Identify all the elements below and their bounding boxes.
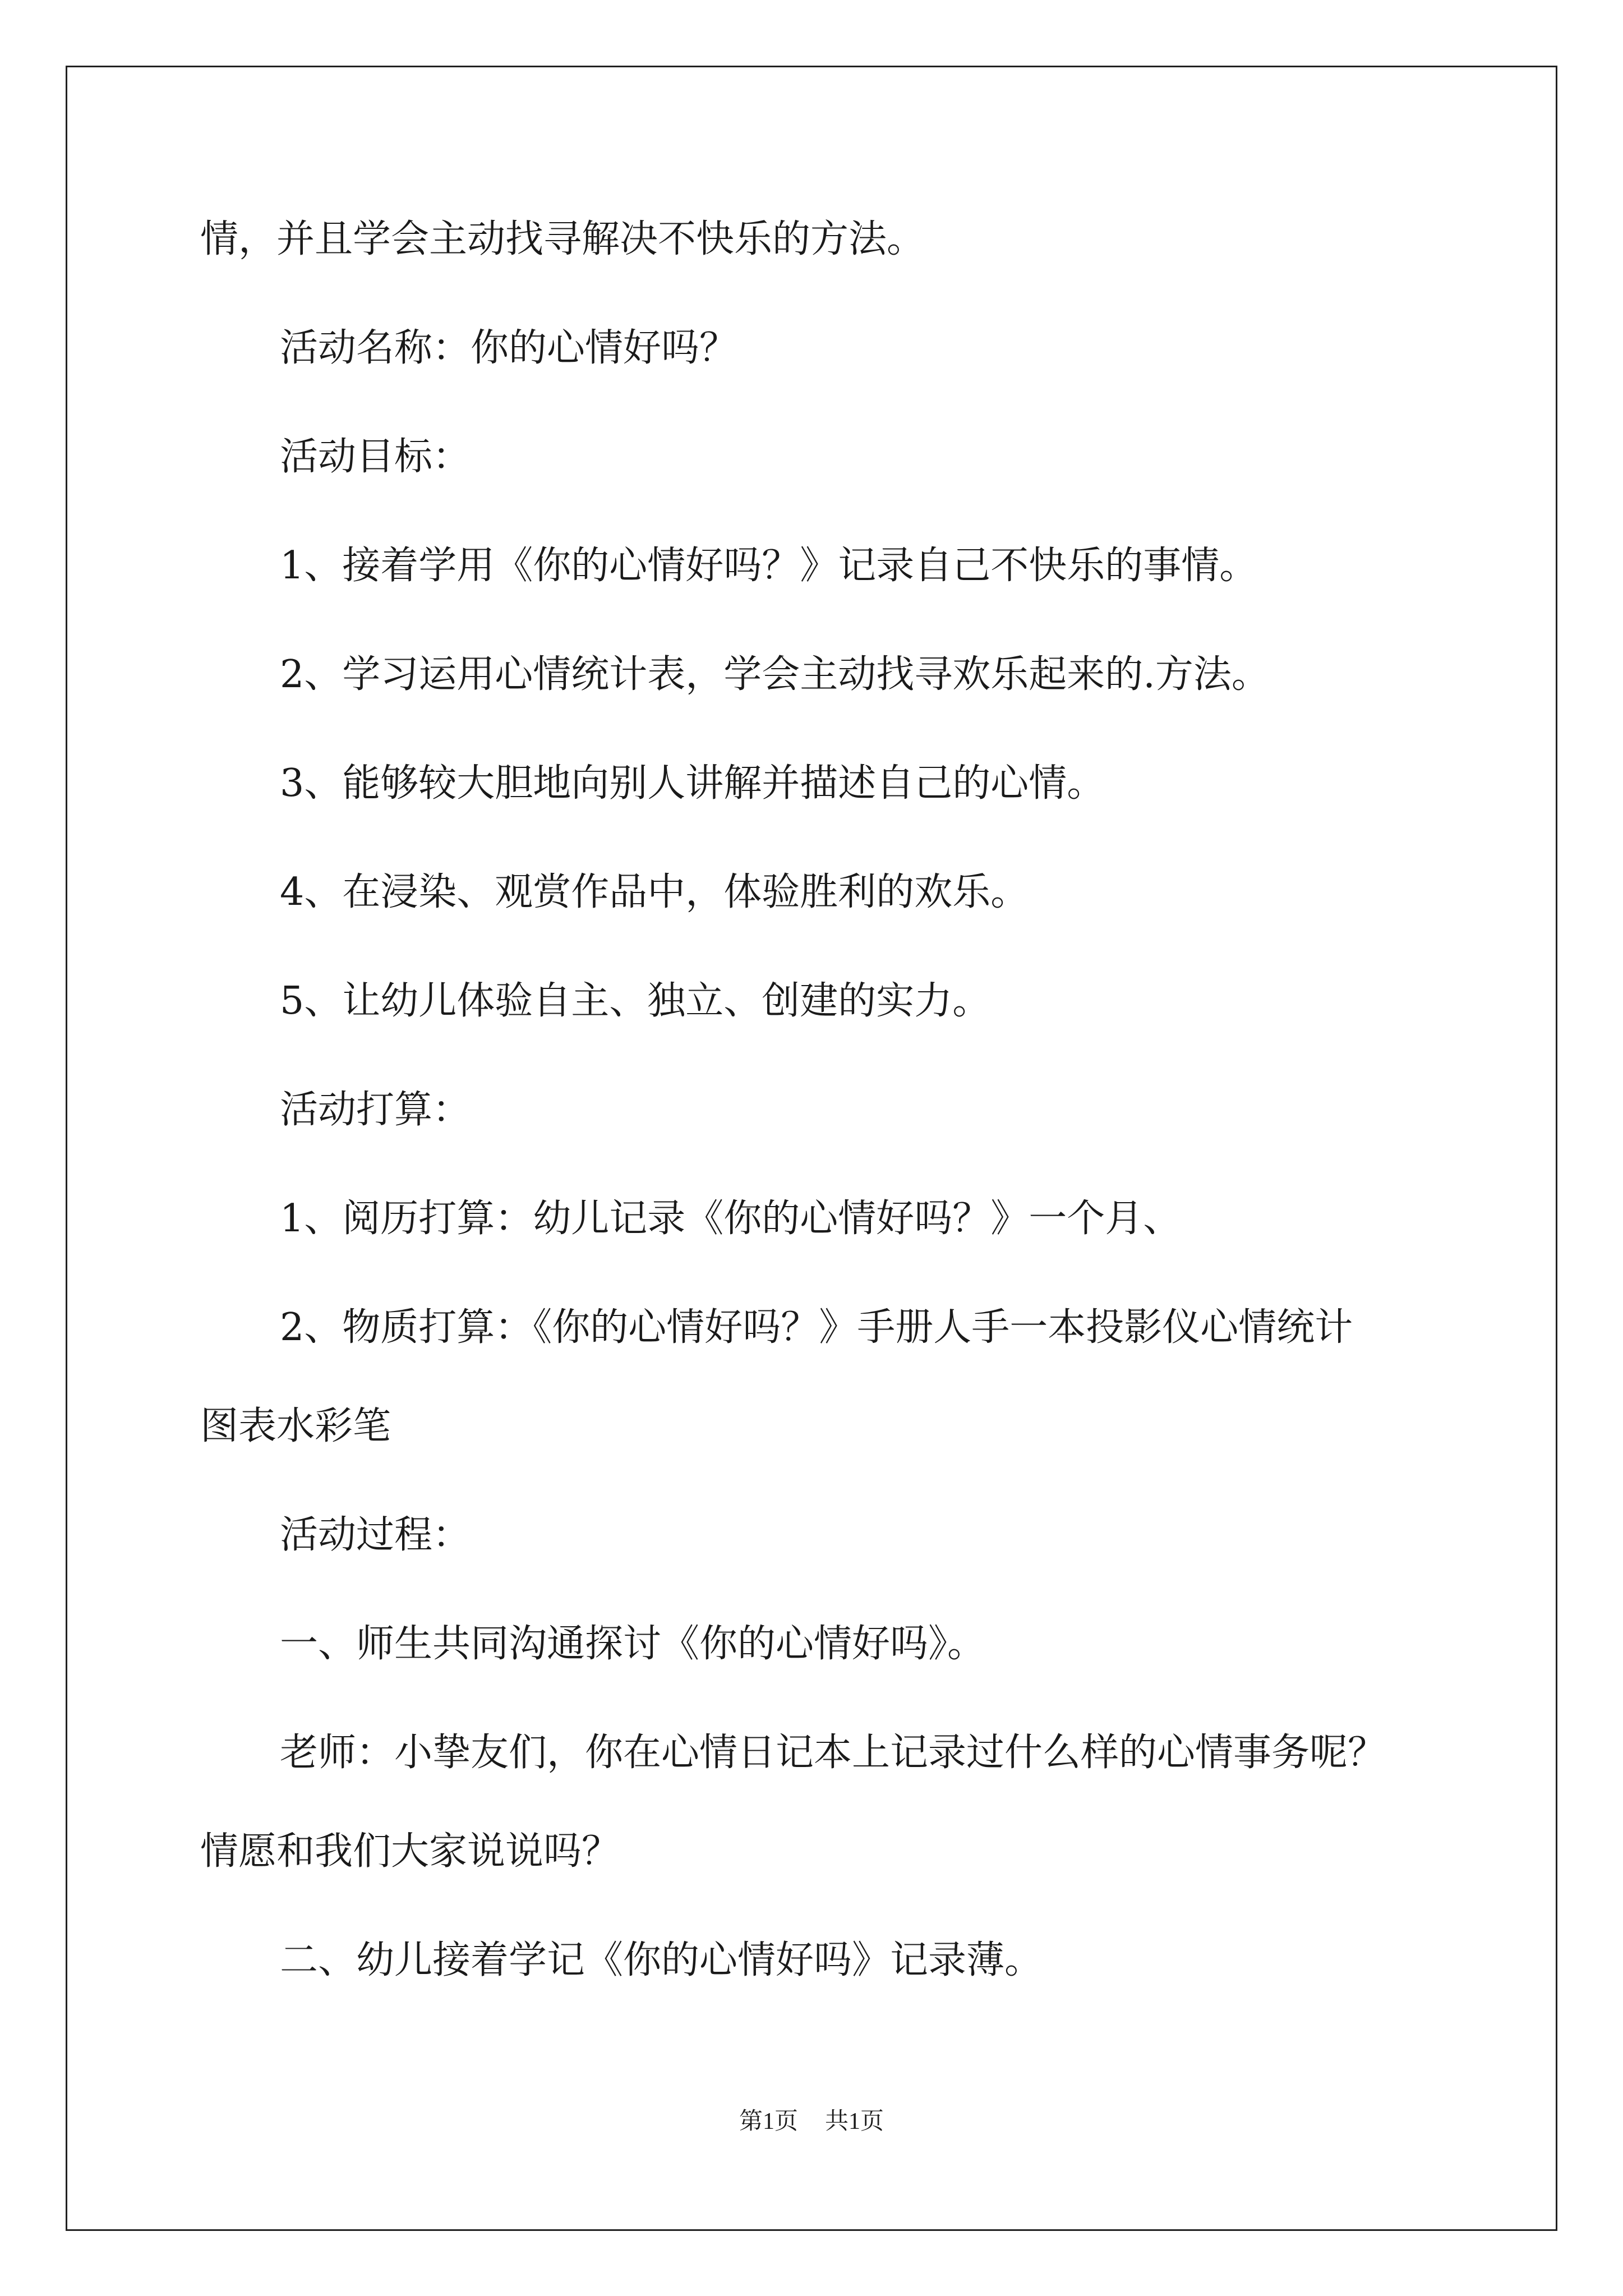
goal-item: 1、接着学用《你的心情好吗？》记录自己不快乐的事情。 xyxy=(280,544,1258,588)
teacher-dialogue: 老师：小挚友们，你在心情日记本上记录过什么样的心情事务呢？ xyxy=(280,1731,1386,1775)
section-heading-goals: 活动目标： xyxy=(280,435,471,479)
process-step: 一、师生共同沟通探讨《你的心情好吗》。 xyxy=(280,1622,986,1666)
preparation-item: 2、物质打算：《你的心情好吗？》手册人手一本投影仪心情统计 xyxy=(280,1305,1353,1350)
section-heading-process: 活动过程： xyxy=(280,1513,471,1557)
preparation-item: 1、阅历打算：幼儿记录《你的心情好吗？》一个月、 xyxy=(280,1197,1182,1241)
process-step: 二、幼儿接着学记《你的心情好吗》记录薄。 xyxy=(280,1938,1043,1982)
page-number-current: 第1页 xyxy=(739,2109,798,2134)
goal-item: 5、让幼儿体验自主、独立、创建的实力。 xyxy=(280,979,991,1023)
goal-item: 2、学习运用心情统计表，学会主动找寻欢乐起来的.方法。 xyxy=(280,652,1270,697)
page-number-total: 共1页 xyxy=(825,2109,884,2134)
preparation-item-continued: 图表水彩笔 xyxy=(200,1404,391,1448)
teacher-dialogue-continued: 情愿和我们大家说说吗？ xyxy=(200,1829,620,1874)
goal-item: 3、能够较大胆地向别人讲解并描述自己的心情。 xyxy=(280,761,1105,806)
paragraph: 情，并且学会主动找寻解决不快乐的方法。 xyxy=(200,217,925,261)
activity-name-line: 活动名称：你的心情好吗？ xyxy=(280,326,738,370)
section-heading-preparation: 活动打算： xyxy=(280,1088,471,1132)
goal-item: 4、在浸染、观赏作品中，体验胜利的欢乐。 xyxy=(280,870,1029,914)
page-footer xyxy=(0,2108,1623,2136)
document-body xyxy=(200,214,1479,1986)
